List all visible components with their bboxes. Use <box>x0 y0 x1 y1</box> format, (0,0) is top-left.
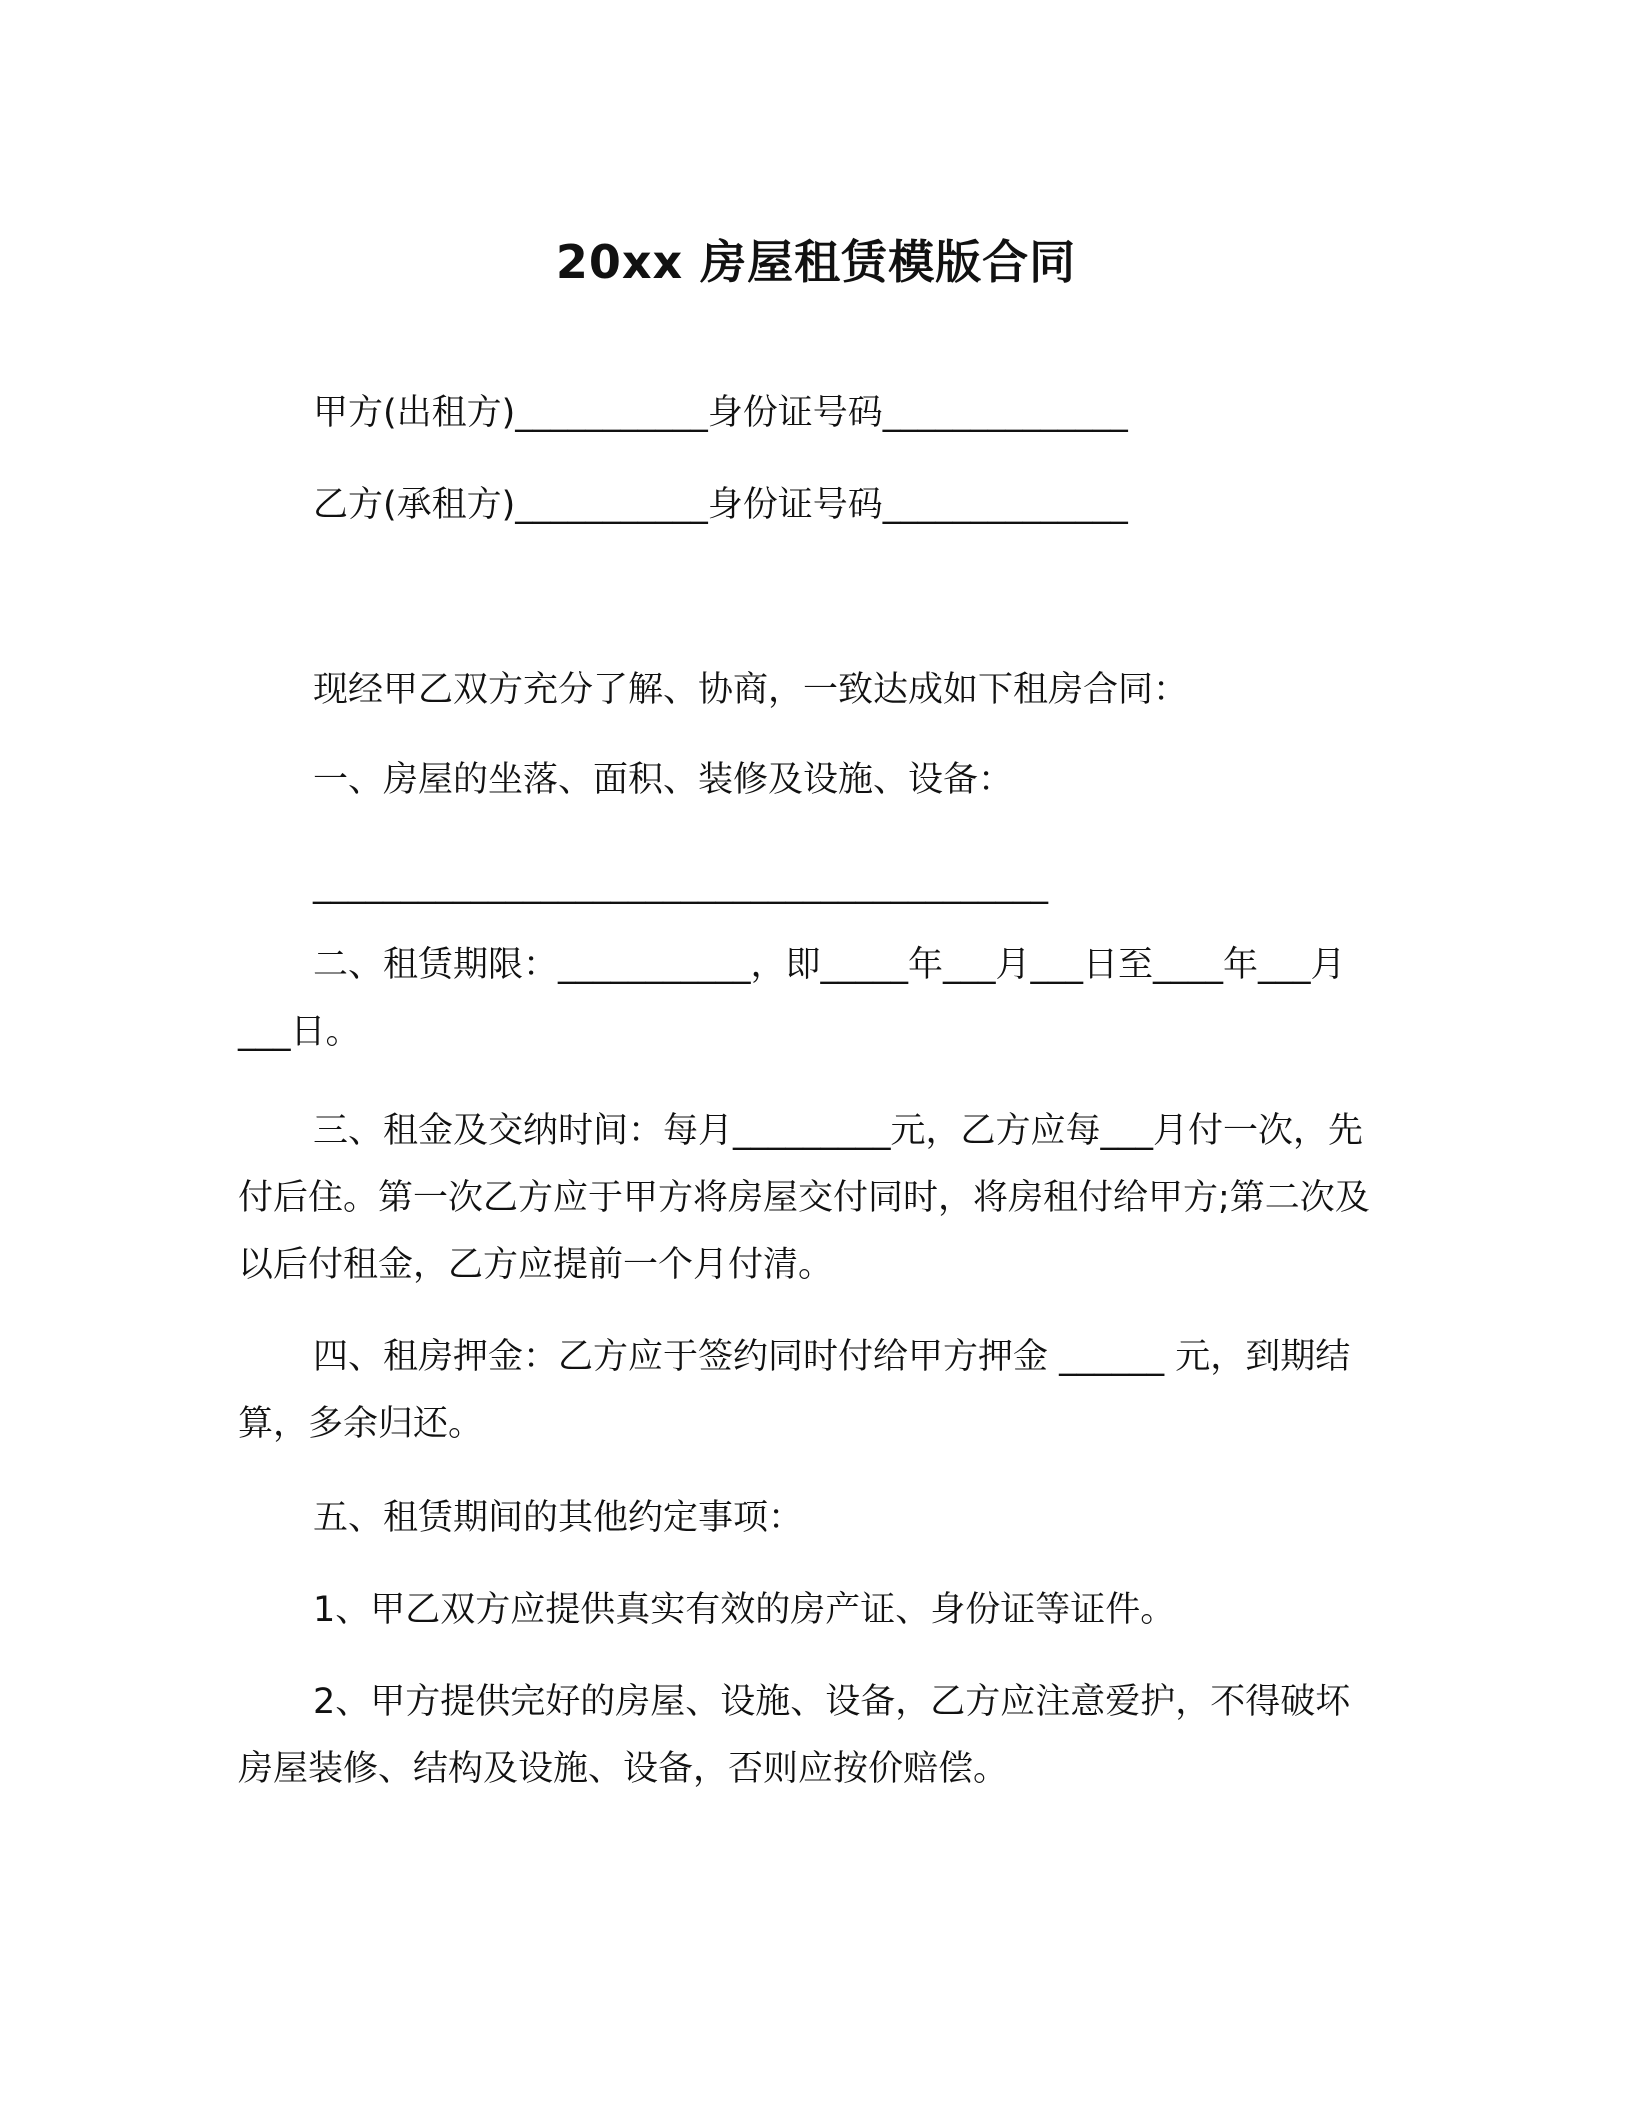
intro-paragraph: 现经甲乙双方充分了解、协商，一致达成如下租房合同： <box>313 670 1189 710</box>
clause-4-paragraph: 四、租房押金：乙方应于签约同时付给甲方押金 ______ 元，到期结算，多余归还。 <box>238 1337 1351 1444</box>
party-b-line: 乙方(承租方)___________身份证号码______________ <box>313 485 1128 525</box>
party-a-line: 甲方(出租方)___________身份证号码______________ <box>313 393 1128 433</box>
item-2-paragraph: 2、甲方提供完好的房屋、设施、设备，乙方应注意爱护，不得破坏房屋装修、结构及设施、设备，否则应按价赔偿。 <box>238 1682 1351 1789</box>
document-title: 20xx 房屋租赁模版合同 <box>555 235 1077 289</box>
clause-5-heading: 五、租赁期间的其他约定事项： <box>313 1498 804 1538</box>
item-1-paragraph: 1、甲乙双方应提供真实有效的房产证、身份证等证件。 <box>313 1590 1176 1630</box>
clause-2-paragraph: 二、租赁期限：___________，即_____年___月___日至____年___月___日。 <box>238 945 1346 1052</box>
clause-3-paragraph: 三、租金及交纳时间：每月_________元，乙方应每___月付一次，先付后住。第一次乙方应于甲方将房屋交付同时，将房租付给甲方;第二次及以后付租金，乙方应提前一个月付清。 <box>238 1111 1370 1285</box>
clause-1-blank-line: __________________________________________ <box>313 865 1048 905</box>
clause-1-heading: 一、房屋的坐落、面积、装修及设施、设备： <box>313 760 1014 800</box>
